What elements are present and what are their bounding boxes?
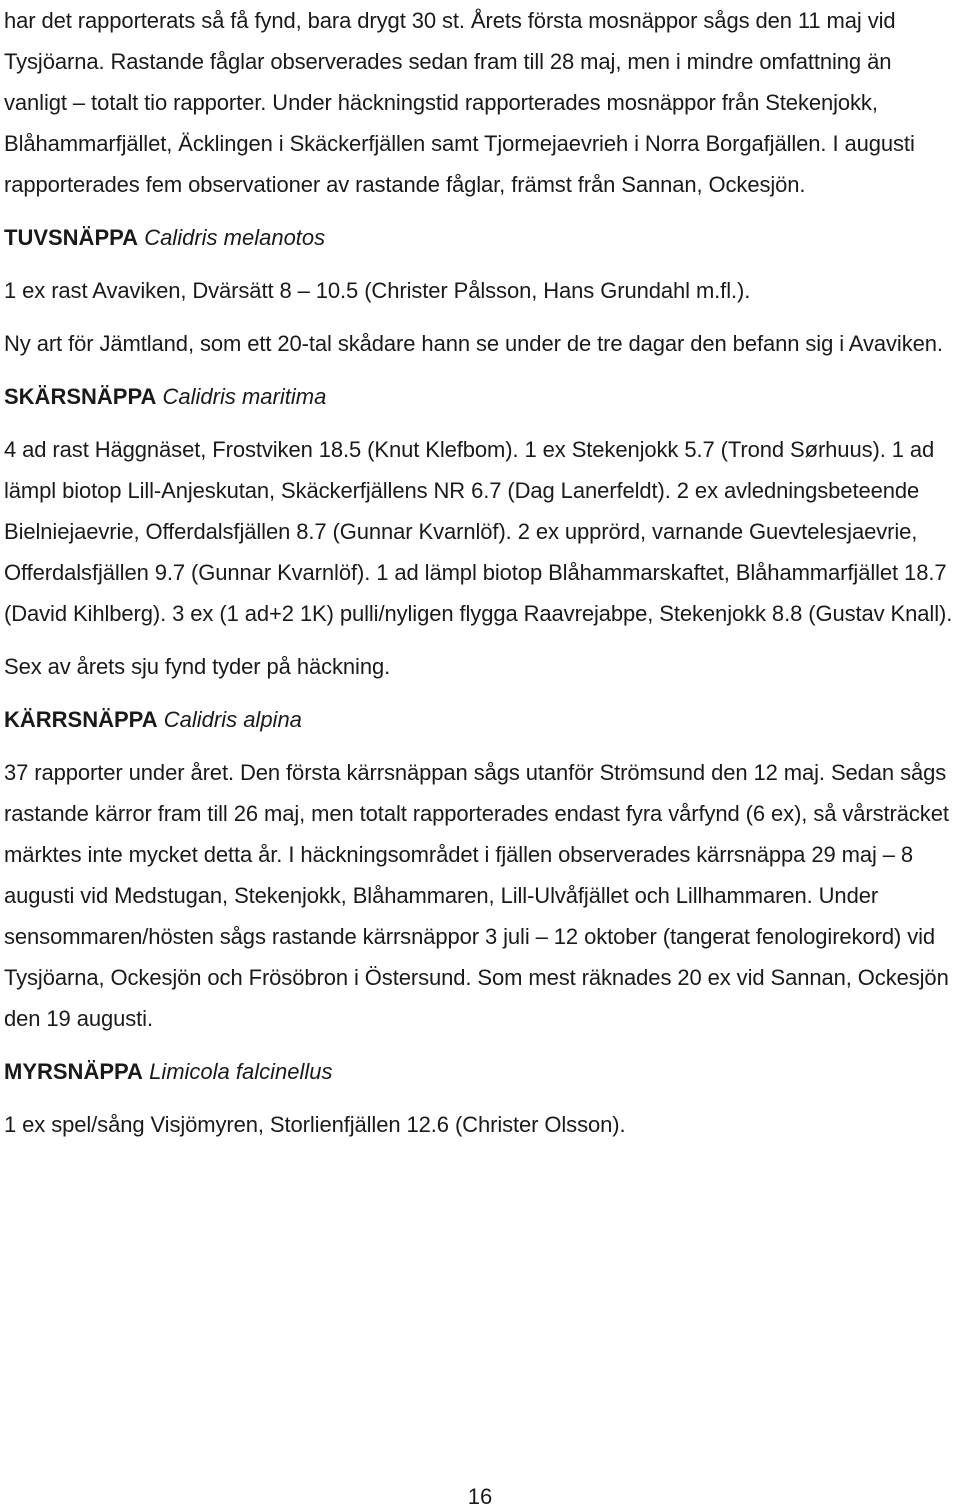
species-latin-name: Calidris maritima — [162, 384, 327, 409]
species-name: TUVSNÄPPA — [4, 225, 139, 250]
species-latin-name: Limicola falcinellus — [149, 1059, 333, 1084]
species-section-skarsnappa — [4, 376, 956, 687]
page-number: 16 — [467, 1484, 493, 1509]
species-section-myrsnappa — [4, 1051, 956, 1145]
species-heading — [4, 376, 956, 417]
species-section-tuvsnappa — [4, 217, 956, 364]
species-paragraph: Ny art för Jämtland, som ett 20-tal skådare hann se under de tre dagar den befann sig i Avaviken. — [4, 331, 943, 356]
document-page — [4, 0, 956, 1145]
species-latin-name: Calidris alpina — [163, 707, 302, 732]
species-name: SKÄRSNÄPPA — [4, 384, 157, 409]
species-name: MYRSNÄPPA — [4, 1059, 143, 1084]
species-paragraph: 37 rapporter under året. Den första kärrsnäppan sågs utanför Strömsund den 12 maj. Sedan sågs rastande kärror fram till 26 maj, men totalt rapporterades endast fyra vårfynd (6 ex), så vårsträcket märktes inte mycket detta år. I häckningsområdet i fjällen observerades kärrsnäppa 29 maj – 8 augusti vid Medstugan, Stekenjokk, Blåhammaren, Lill-Ulvåfjället och Lillhammaren. Under sensommaren/hösten sågs rastande kärrsnäppor 3 juli – 12 oktober (tangerat fenologirekord) vid Tysjöarna, Ockesjön och Frösöbron i Östersund. Som mest räknades 20 ex vid Sannan, Ockesjön den 19 augusti. — [4, 760, 949, 1031]
species-paragraph: 4 ad rast Häggnäset, Frostviken 18.5 (Knut Klefbom). 1 ex Stekenjokk 5.7 (Trond Sørhuus). 1 ad lämpl biotop Lill-Anjeskutan, Skäckerfjällens NR 6.7 (Dag Lanerfeldt). 2 ex avledningsbeteende Bielniejaevrie, Offerdalsfjällen 8.7 (Gunnar Kvarnlöf). 2 ex upprörd, varnande Guevtelesjaevrie, Offerdalsfjällen 9.7 (Gunnar Kvarnlöf). 1 ad lämpl biotop Blåhammarskaftet, Blåhammarfjället 18.7 (David Kihlberg). 3 ex (1 ad+2 1K) pulli/nyligen flygga Raavrejabpe, Stekenjokk 8.8 (Gustav Knall). — [4, 437, 953, 626]
species-name: KÄRRSNÄPPA — [4, 707, 158, 732]
species-paragraph: 1 ex spel/sång Visjömyren, Storlienfjällen 12.6 (Christer Olsson). — [4, 1112, 626, 1137]
species-latin-name: Calidris melanotos — [144, 225, 326, 250]
species-heading — [4, 699, 956, 740]
species-heading — [4, 217, 956, 258]
species-paragraph: Sex av årets sju fynd tyder på häckning. — [4, 654, 391, 679]
intro-paragraph: har det rapporterats så få fynd, bara drygt 30 st. Årets första mosnäppor sågs den 11 maj vid Tysjöarna. Rastande fåglar observerades sedan fram till 28 maj, men i mindre omfattning än vanligt – totalt tio rapporter. Under häckningstid rapporterades mosnäppor från Stekenjokk, Blåhammarfjället, Äcklingen i Skäckerfjällen samt Tjormejaevrieh i Norra Borgafjällen. I augusti rapporterades fem observationer av rastande fåglar, främst från Sannan, Ockesjön. — [4, 8, 915, 197]
species-section-karrsnappa — [4, 699, 956, 1039]
species-heading — [4, 1051, 956, 1092]
species-paragraph: 1 ex rast Avaviken, Dvärsätt 8 – 10.5 (Christer Pålsson, Hans Grundahl m.fl.). — [4, 278, 751, 303]
